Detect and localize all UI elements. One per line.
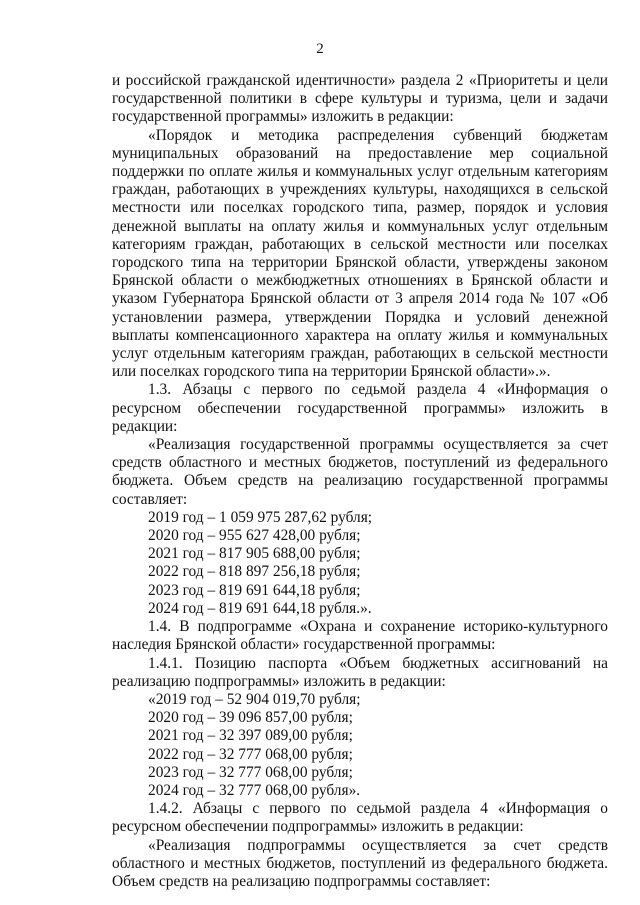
list-item: 2022 год – 32 777 068,00 рубля;	[148, 745, 353, 763]
list-item: 2019 год – 1 059 975 287,62 рубля;	[148, 508, 373, 526]
paragraph-8: «Реализация подпрограммы осуществляется за счет средств областного и местных бюджетов, поступлений из федерального бюджета. Объем средств на реализацию подпрограммы составляет:	[112, 836, 608, 890]
paragraph-1: и российской гражданской идентичности» раздела 2 «Приоритеты и цели государственной политики в сфере культуры и туризма, цели и задачи государственной программы» изложить в редакции:	[112, 72, 608, 126]
paragraph-4: «Реализация государственной программы осуществляется за счет средств областного и местных бюджетов, поступлений из федерального бюджета. Объем средств на реализацию государственной программы составляет:	[112, 436, 608, 508]
list-item: 2023 год – 819 691 644,18 рубля;	[148, 581, 361, 599]
list-item: «2019 год – 52 904 019,70 рубля;	[148, 690, 361, 708]
list-item: 2020 год – 955 627 428,00 рубля;	[148, 527, 361, 545]
paragraph-3: 1.3. Абзацы с первого по седьмой раздела 4 «Информация о ресурсном обеспечении государственной программы» изложить в редакции:	[112, 381, 608, 435]
list-item: 2023 год – 32 777 068,00 рубля;	[148, 763, 353, 781]
program-amounts-list	[112, 509, 608, 618]
list-item: 2022 год – 818 897 256,18 рубля;	[148, 563, 361, 581]
paragraph-6: 1.4.1. Позицию паспорта «Объем бюджетных ассигнований на реализацию подпрограммы» изложить в редакции:	[112, 654, 608, 690]
list-item: 2020 год – 39 096 857,00 рубля;	[148, 709, 353, 727]
paragraph-7: 1.4.2. Абзацы с первого по седьмой раздела 4 «Информация о ресурсном обеспечении подпрограммы» изложить в редакции:	[112, 800, 608, 836]
list-item: 2021 год – 32 397 089,00 рубля;	[148, 727, 353, 745]
list-item: 2024 год – 32 777 068,00 рубля».	[148, 781, 361, 799]
list-item: 2021 год – 817 905 688,00 рубля;	[148, 545, 361, 563]
subprogram-amounts-list	[112, 691, 608, 800]
list-item: 2024 год – 819 691 644,18 рубля.».	[148, 599, 372, 617]
document-body	[112, 72, 608, 891]
paragraph-2: «Порядок и методика распределения субвенций бюджетам муниципальных образований на предоставление мер социальной поддержки по оплате жилья и коммунальных услуг отдельным категориям граждан, работающих в учреждениях культуры, находящихся в сельской местности или поселках городского типа, размер, порядок и условия денежной выплаты на оплату жилья и коммунальных услуг отдельным категориям граждан, работающих в сельской местности или поселках городского типа на территории Брянской области, утверждены законом Брянской области о межбюджетных отношениях в Брянской области и указом Губернатора Брянской области от 3 апреля 2014 года № 107 «Об установлении размера, утверждении Порядка и условий денежной выплаты компенсационного характера на оплату жилья и коммунальных услуг отдельным категориям граждан, работающих в сельской местности или поселках городского типа на территории Брянской области».».	[112, 126, 608, 381]
paragraph-5: 1.4. В подпрограмме «Охрана и сохранение историко-культурного наследия Брянской области» государственной программы:	[112, 618, 608, 654]
page-number: 2	[316, 41, 324, 57]
